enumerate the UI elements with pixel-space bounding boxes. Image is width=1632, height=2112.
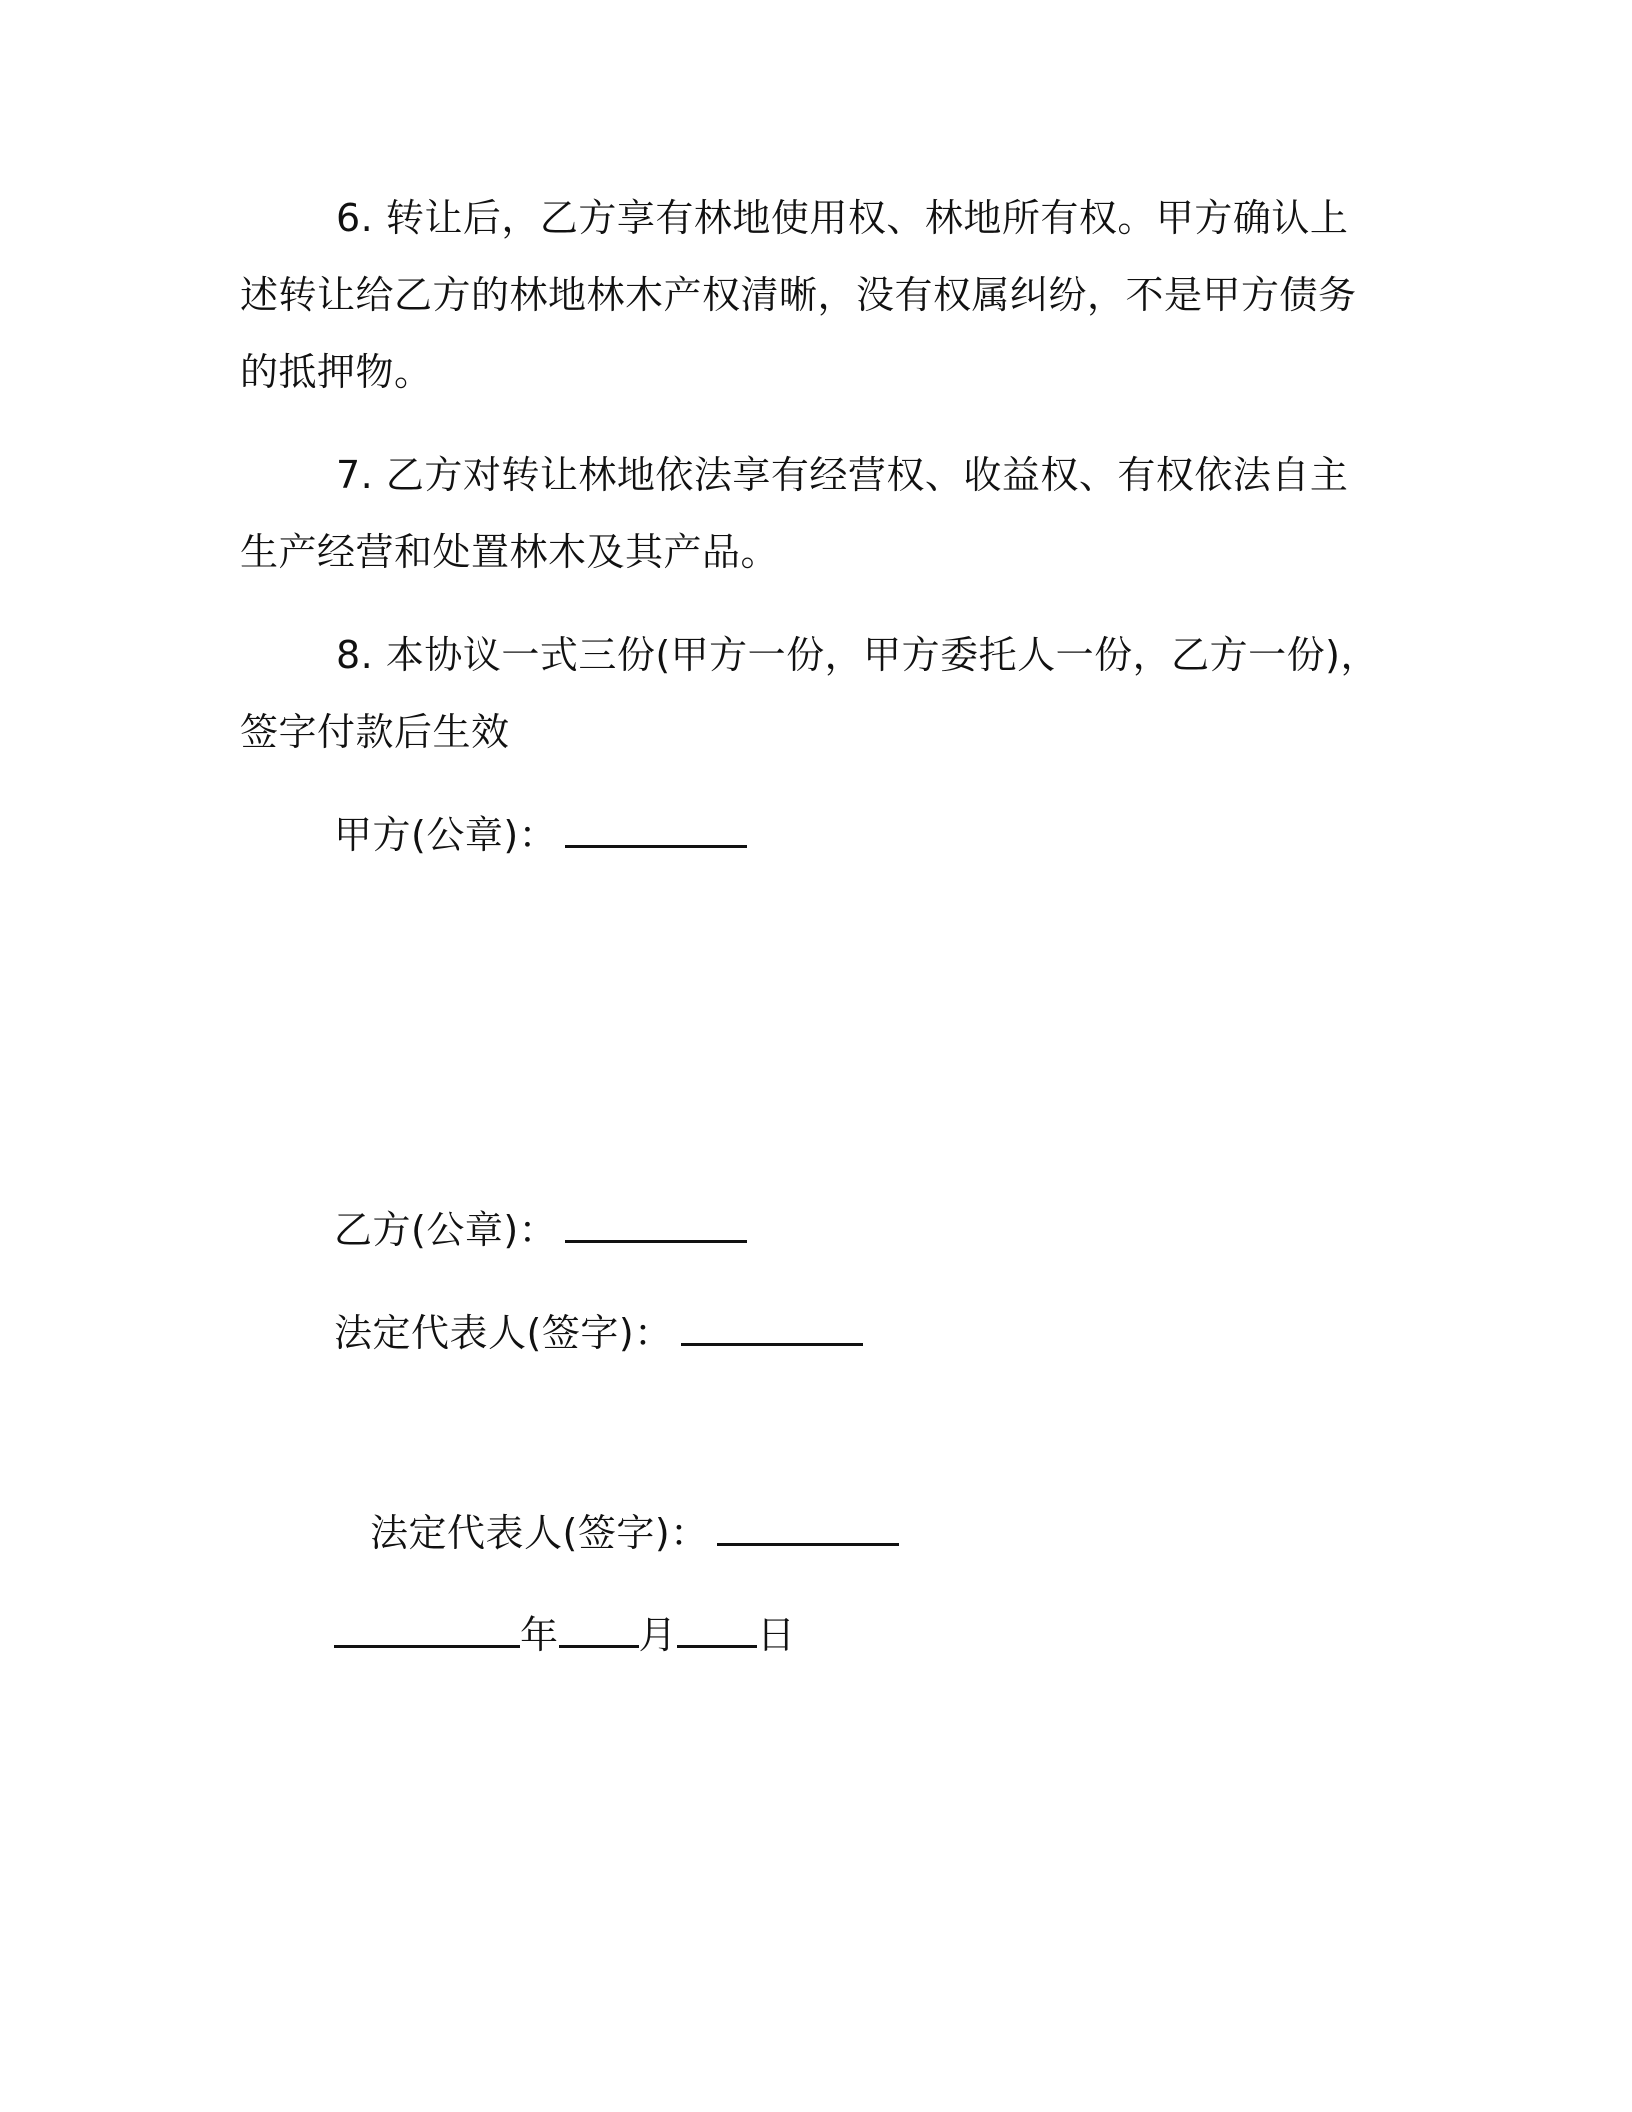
clause-7: 7. 乙方对转让林地依法享有经营权、收益权、有权依法自主生产经营和处置林木及其产品。 bbox=[240, 453, 1349, 574]
date-year-label: 年 bbox=[520, 1613, 559, 1657]
date-day-label: 日 bbox=[757, 1613, 796, 1657]
party-b-blank[interactable] bbox=[565, 1206, 747, 1243]
date-line bbox=[334, 1597, 796, 1674]
party-a-signature-line bbox=[334, 797, 747, 874]
clause-8: 8. 本协议一式三份(甲方一份，甲方委托人一份，乙方一份)，签字付款后生效 bbox=[240, 633, 1379, 754]
party-a-label: 甲方(公章)： bbox=[334, 813, 558, 857]
date-month-label: 月 bbox=[638, 1613, 678, 1657]
legal-rep-blank-2[interactable] bbox=[717, 1509, 899, 1546]
date-month-blank[interactable] bbox=[559, 1611, 639, 1648]
legal-rep-label-2: 法定代表人(签字)： bbox=[370, 1511, 709, 1555]
legal-rep-signature-line-2 bbox=[370, 1495, 899, 1572]
clause-6: 6. 转让后，乙方享有林地使用权、林地所有权。甲方确认上述转让给乙方的林地林木产权清晰，没有权属纠纷，不是甲方债务的抵押物。 bbox=[240, 196, 1357, 394]
date-year-blank[interactable] bbox=[334, 1611, 520, 1648]
date-day-blank[interactable] bbox=[677, 1611, 757, 1648]
legal-rep-signature-line-1 bbox=[334, 1295, 863, 1372]
legal-rep-blank-1[interactable] bbox=[681, 1309, 863, 1346]
party-b-label: 乙方(公章)： bbox=[334, 1208, 558, 1252]
party-b-signature-line bbox=[334, 1192, 747, 1269]
legal-rep-label-1: 法定代表人(签字)： bbox=[334, 1311, 673, 1355]
party-a-blank[interactable] bbox=[565, 811, 747, 848]
